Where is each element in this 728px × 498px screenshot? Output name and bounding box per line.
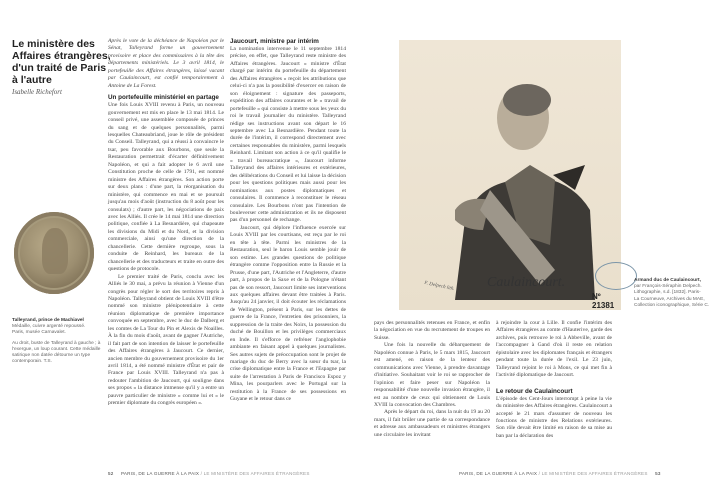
medal-caption-line2: Paris, musée Carnavalet. — [12, 330, 66, 336]
left-column-1 — [108, 38, 224, 408]
body-paragraph: à rejoindre la cour à Lille. Il confie l'intérim des Affaires étrangères au comte d'Hauterive, garde des archives, puis retrouve le roi à Abbeville, avant de l'accompagner à Gand d'où il reste en relation épistolaire avec les diplomates français et étrangers pendant toute la durée de l'exil. Le 23 juin, Talleyrand rejoint le roi à Mons, ce qui met fin à l'activité diplomatique de Jaucourt. — [496, 320, 612, 379]
medal-caption-body: Au droit, buste de Talleyrand à gauche ; à l'exergue, un loup courant. Cette médaille satirique non datée détourne un type contemporain. T.S. — [12, 340, 101, 365]
caulaincourt-portrait-image — [399, 40, 621, 310]
article-author: Isabelle Richefort — [12, 88, 62, 96]
running-title: PARIS, DE LA GUERRE À LA PAIX — [121, 471, 200, 476]
body-paragraph: Après le départ du roi, dans la nuit du 19 au 20 mars, il fait brûler une partie de sa correspondance et adresse aux ambassadeurs et ministres étrangers une circulaire les invitant — [374, 409, 490, 438]
body-paragraph: La nomination intervenue le 11 septembre 1814 précise, en effet, que Talleyrand reste ministre des Affaires étrangères. Jaucourt « ministre d'État chargé par intérim du portefeuille du département des Affaires étrangères » reçoit les attributions que celui-ci n'a pas la possibilité d'exercer en raison de son éloignement : signature des passeports, expédition des affaires courantes et le « travail de portefeuille » qui consiste à mettre sous les yeux du roi le travail journalier du ministère. Talleyrand rédige ses instructions avant son départ le 16 septembre avec La Besnardière. Pendant toute la durée de l'intérim, il correspond directement avec certaines responsables du ministère, parmi lesquels Reinhard. Limitant son action à ce qu'il qualifie le « travail bureaucratique », Jaucourt informe Talleyrand des affaires intérieures et extérieures, des délibérations du Conseil et lui laisse la décision pour les questions politiques mais aussi pour les nominations aux postes diplomatiques et consulaires. Il commence à reconstituer le réseau consulaire. Les Bourbons n'ont pas l'intention de bouleverser cette administration et ils ne disposent pas d'un personnel de rechange. — [230, 46, 346, 224]
portrait-signature: Caulaincourt. — [487, 275, 566, 290]
intro-paragraph: Après le vote de la déchéance de Napoléon par le Sénat, Talleyrand forme un gouvernement provisoire et place des commissaires à la tête des départements ministériels. Le 3 avril 1814, le portefeuille des Affaires étrangères, laissé vacant par Caulaincourt, est confié temporairement à Antoine de La Forest. — [108, 38, 224, 89]
article-title: Le ministère des Affaires étrangères, d'un traité de Paris à l'autre — [12, 38, 111, 86]
right-column-1 — [374, 320, 490, 439]
portrait-figure — [435, 70, 595, 300]
body-paragraph: Jaucourt, qui déplore l'influence exercée sur Louis XVIII par les courtisans, est reçu par le roi en tête à tête. Parmi les ministres de la Restauration, seul le baron Louis semble jouir de son estime. Les grandes questions de politique étrangère comme l'opposition entre la Russie et la Prusse, d'une part, l'Autriche et l'Angleterre, d'autre part, à propos de la Saxe et de la Pologne n'étant pas de son ressort, Jaucourt limite ses interventions aux quelques affaires devant être traitées à Paris. Jusqu'au 24 janvier, il doit écouter les réclamations de Wellington, présent à Paris, sur les dettes de guerre de la France, l'entretien des prisonniers, la suppression de la traite des Noirs, la possession du duché de Bouillon et les privilèges commerciaux en Inde. Il s'efforce de refréner l'anglophobie ambiante en faisant appel à quelques journalistes. Ses autres sujets de préoccupation sont le projet de mariage du duc de Berry avec la sœur du tsar, la crise diplomatique entre la France et l'Espagne par suite de l'arrestation à Paris de Francisco Espoz y Mina, les pourparlers avec le Portugal sur la restitution à la France de ses possessions en Guyane et le retour dans ce — [230, 224, 346, 403]
right-column-2 — [496, 320, 612, 440]
body-paragraph: pays des personnalités retenues en France, et enfin la négociation en vue du recrutement de troupes en Suisse. — [374, 320, 490, 341]
medal-caption — [12, 318, 102, 365]
stamp-number: Nº 21381 — [592, 292, 615, 310]
page-number: 52 — [108, 471, 114, 476]
section-heading: Le retour de Caulaincourt — [496, 387, 573, 395]
body-paragraph: Une fois la nouvelle du débarquement de Napoléon connue à Paris, le 5 mars 1815, Jaucourt est amené, en raison de la lenteur des communications avec Vienne, à prendre davantage d'initiative. Souhaitant voir le roi se rapprocher de l'opinion et faire peser sur Napoléon la responsabilité d'une nouvelle invasion étrangère, il est au nombre de ceux qui obtiennent de Louis XVIII la convocation des Chambres. — [374, 342, 490, 408]
page-number: 53 — [655, 471, 661, 476]
section-heading: Jaucourt, ministre par intérim — [230, 38, 319, 45]
body-paragraph: L'épisode des Cent-Jours interrompt à peine la vie du ministère des Affaires étrangères. Caulaincourt a accepté le 21 mars d'assumer de nouveau les fonctions de ministre des Relations extérieures. Son rôle devait être limité en raison de sa mise au ban par la déclaration des — [496, 395, 612, 439]
archive-stamp — [595, 262, 637, 290]
artist-inscription: F. Delpech lith. — [423, 280, 455, 293]
left-column-2 — [230, 38, 346, 404]
right-page — [364, 0, 728, 498]
medal-caption-title: Talleyrand, prince de Machiavel — [12, 318, 84, 323]
medal-bust — [42, 228, 68, 274]
right-footer: PARIS, DE LA GUERRE À LA PAIX / LE MINISTÈRE DES AFFAIRES ÉTRANGÈRES 53 — [459, 471, 661, 476]
talleyrand-medal-image — [14, 212, 94, 294]
body-paragraph: Le premier traité de Paris, conclu avec les Alliés le 30 mai, a prévu la réunion à Vienne d'un congrès pour régler le sort des territoires repris à Napoléon. Talleyrand obtient de Louis XVIII d'être nommé son ministre plénipotentiaire à cette réunion diplomatique de première importance convoquée en septembre, avec le duc de Dalberg et les comtes de La Tour du Pin et Alexis de Noailles. À la fin du mois d'août, avant de gagner l'Autriche, il fait part de son intention de laisser le portefeuille des Affaires étrangères à Jaucourt. Ce dernier, ancien membre du gouvernement provisoire du 1er avril 1814, a été nommé ministre d'État et pair de France par Louis XVIII. Talleyrand n'a pas à redouter l'ambition de Jaucourt, qui souligne dans ses propos « la distance immense qu'il y a entre un pauvre particulier de ministre » comme lui et « le premier diplomate du congrès européen ». — [108, 273, 224, 407]
running-chapter: LE MINISTÈRE DES AFFAIRES ÉTRANGÈRES — [541, 471, 648, 476]
section-heading: Un portefeuille ministériel en partage — [108, 94, 219, 102]
left-footer: 52 PARIS, DE LA GUERRE À LA PAIX / LE MINISTÈRE DES AFFAIRES ÉTRANGÈRES — [108, 471, 310, 476]
portrait-caption-title: Armand duc de Caulaincourt, — [634, 278, 701, 283]
portrait-caption: Armand duc de Caulaincourt, par François-Séraphin Delpech. Lithographie, s.d. [1832]. Paris- La Courneuve, Archives du MAE, Collection iconographique, Série C. — [634, 278, 710, 308]
body-paragraph: Une fois Louis XVIII revenu à Paris, un nouveau gouvernement est mis en place le 13 mai 1814. Le conseil privé, une assemblée composée de princes du sang et de quelques personnalités, parmi lesquelles Chateaubriand, joue le rôle de président du Conseil. Talleyrand, qui a réussi à convaincre le tsar, peu favorable aux Bourbons, que seule la Restauration permettrait d'écarter définitivement Napoléon, et qui a fait adopter le 6 avril une Constitution proche de celle de 1791, est nommé ministre des Affaires étrangères. Son action porte sur deux plans : d'une part, la réorganisation du ministère, qui commence en mai et se poursuit jusqu'au mois d'août (instruction du 8 août pour les consulats) ; d'autre part, les négociations de paix avec les Alliés. Il crée le 14 mai 1814 une direction politique, confiée à La Besnardière, qui chapeaute les divisions du Midi et du Nord, et la division commerciale, ainsi qu'une direction de la chancellerie. Cette dernière regroupe, sous la conduite de Reinhard, les bureaux de la chancellerie et des traducteurs et traite en outre des questions de protocole. — [108, 102, 224, 273]
medal-caption-line1: Médaille, cuivre argenté repoussé. — [12, 324, 86, 330]
running-title: PARIS, DE LA GUERRE À LA PAIX — [459, 471, 538, 476]
running-chapter: LE MINISTÈRE DES AFFAIRES ÉTRANGÈRES — [203, 471, 310, 476]
